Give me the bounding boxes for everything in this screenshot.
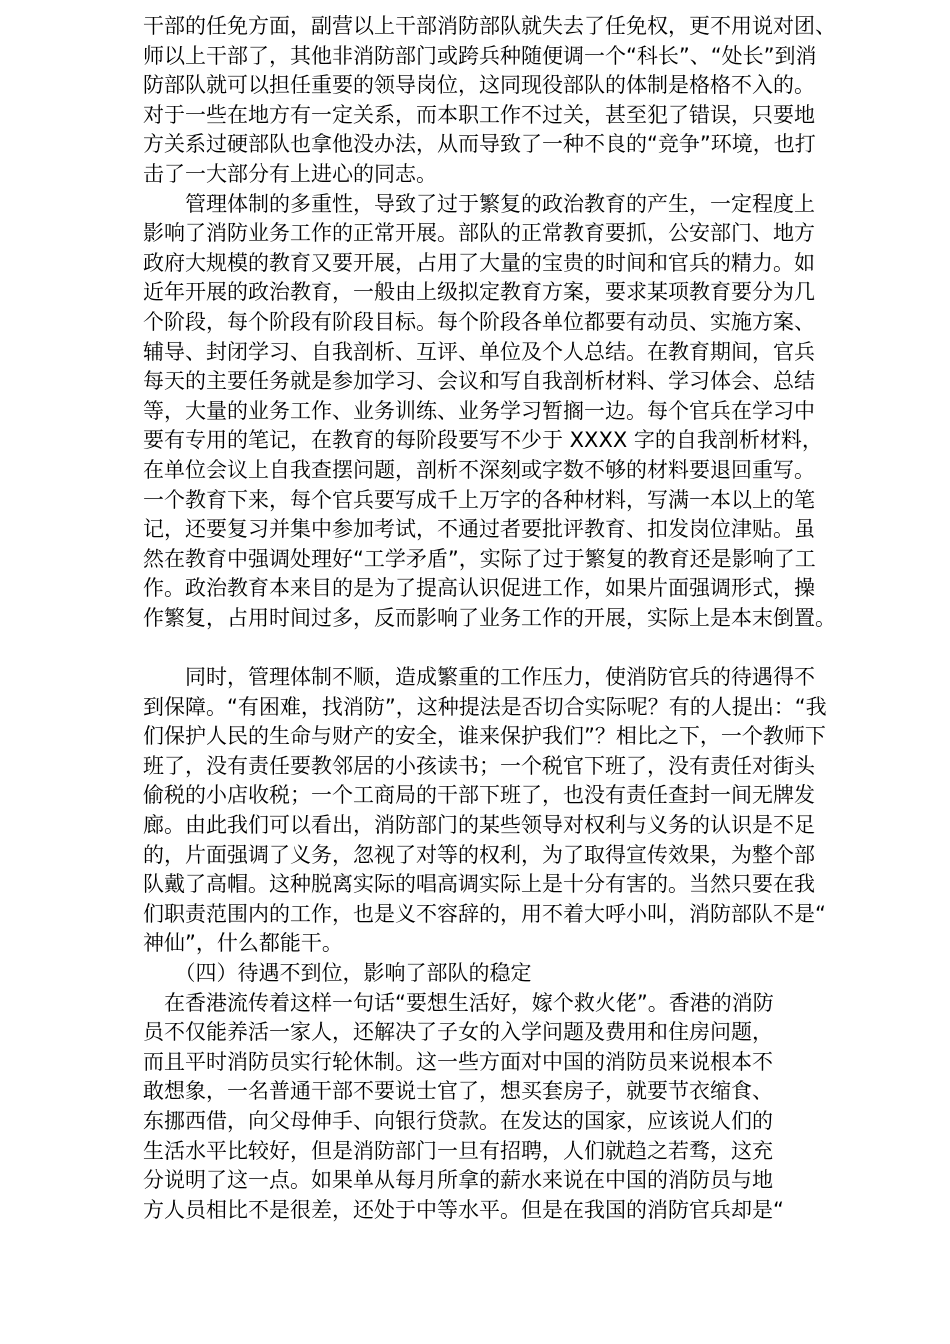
text-line: 生活水平比较好，但是消防部门一旦有招聘，人们就趋之若骛，这充 (143, 1138, 773, 1163)
document-page (143, 12, 878, 1225)
text-line: 干部的任免方面，副营以上干部消防部队就失去了任免权，更不用说对团、 (143, 14, 836, 38)
text-line: 然在教育中强调处理好“工学矛盾”，实际了过于繁复的教育还是影响了工 (143, 546, 816, 571)
text-line: 防部队就可以担任重要的领导岗位，这同现役部队的体制是格格不入的。 (143, 73, 815, 98)
text-line: 们职责范围内的工作，也是义不容辞的，用不着大呼小叫，消防部队不是“ (143, 901, 826, 926)
section-heading: （四）待遇不到位，影响了部队的稳定 (143, 961, 532, 985)
paragraph-gap (143, 633, 878, 663)
text-line: 个阶段，每个阶段有阶段目标。每个阶段各单位都要有动员、实施方案、 (143, 309, 815, 334)
text-line: 班了，没有责任要教邻居的小孩读书；一个税官下班了，没有责任对街头 (143, 753, 815, 778)
text-line: 在单位会议上自我查摆问题，剖析不深刻或字数不够的材料要退回重写。 (143, 457, 815, 482)
text-line: 们保护人民的生命与财产的安全，谁来保护我们”？相比之下，一个教师下 (143, 724, 826, 749)
text-line: 方关系过硬部队也拿他没办法，从而导致了一种不良的“竞争”环境，也打 (143, 132, 816, 157)
text-line: 神仙”，什么都能干。 (143, 931, 343, 956)
text-line: 作繁复，占用时间过多，反而影响了业务工作的开展，实际上是本末倒置。 (143, 605, 836, 630)
text-line: 政府大规模的教育又要开展，占用了大量的宝贵的时间和官兵的精力。如 (143, 250, 815, 275)
text-line: 员不仅能养活一家人，还解决了子女的入学问题及费用和住房问题， (143, 1020, 773, 1045)
text-line: 一个教育下来，每个官兵要写成千上万字的各种材料，写满一本以上的笔 (143, 487, 815, 512)
text-line: 方人员相比不是很差，还处于中等水平。但是在我国的消防官兵却是“ (143, 1197, 784, 1222)
text-line: 同时，管理体制不顺，造成繁重的工作压力，使消防官兵的待遇得不 (143, 665, 815, 690)
text-line: 近年开展的政治教育，一般由上级拟定教育方案，要求某项教育要分为几 (143, 280, 815, 305)
text-line: 偷税的小店收税；一个工商局的干部下班了，也没有责任查封一间无牌发 (143, 783, 815, 808)
text-line: 记，还要复习并集中参加考试，不通过者要批评教育、扣发岗位津贴。虽 (143, 517, 815, 542)
text-line: 等，大量的业务工作、业务训练、业务学习暂搁一边。每个官兵在学习中 (143, 398, 815, 423)
text-line: 对于一些在地方有一定关系，而本职工作不过关，甚至犯了错误，只要地 (143, 102, 815, 127)
text-line: 击了一大部分有上进心的同志。 (143, 161, 437, 186)
text-line: 分说明了这一点。如果单从每月所拿的薪水来说在中国的消防员与地 (143, 1168, 773, 1193)
text-line: 队戴了高帽。这种脱离实际的唱高调实际上是十分有害的。当然只要在我 (143, 872, 815, 897)
text-line: 影响了消防业务工作的正常开展。部队的正常教育要抓，公安部门、地方 (143, 221, 815, 246)
text-line: 的，片面强调了义务，忽视了对等的权利，为了取得宣传效果，为整个部 (143, 842, 815, 867)
text-line: 东挪西借，向父母伸手、向银行贷款。在发达的国家，应该说人们的 (143, 1108, 773, 1133)
text-line: 廊。由此我们可以看出，消防部门的某些领导对权利与义务的认识是不足 (143, 813, 815, 838)
text-line: 每天的主要任务就是参加学习、会议和写自我剖析材料、学习体会、总结 (143, 369, 815, 394)
text-line: 敢想象，一名普通干部不要说士官了，想买套房子，就要节衣缩食、 (143, 1079, 773, 1104)
text-line: 管理体制的多重性，导致了过于繁复的政治教育的产生，一定程度上 (143, 191, 815, 216)
text-line: 要有专用的笔记，在教育的每阶段要写不少于 XXXX 字的自我剖析材料， (143, 428, 823, 453)
text-line: 作。政治教育本来目的是为了提高认识促进工作，如果片面强调形式，操 (143, 576, 815, 601)
text-line: 到保障。“有困难，找消防”，这种提法是否切合实际呢？有的人提出：“我 (143, 694, 827, 719)
text-line: 在香港流传着这样一句话“要想生活好，嫁个救火佬”。香港的消防 (143, 990, 774, 1015)
text-line: 而且平时消防员实行轮休制。这一些方面对中国的消防员来说根本不 (143, 1049, 773, 1074)
text-line: 师以上干部了，其他非消防部门或跨兵种随便调一个“科长”、“处长”到消 (143, 43, 817, 68)
text-line: 辅导、封闭学习、自我剖析、互评、单位及个人总结。在教育期间，官兵 (143, 339, 815, 364)
